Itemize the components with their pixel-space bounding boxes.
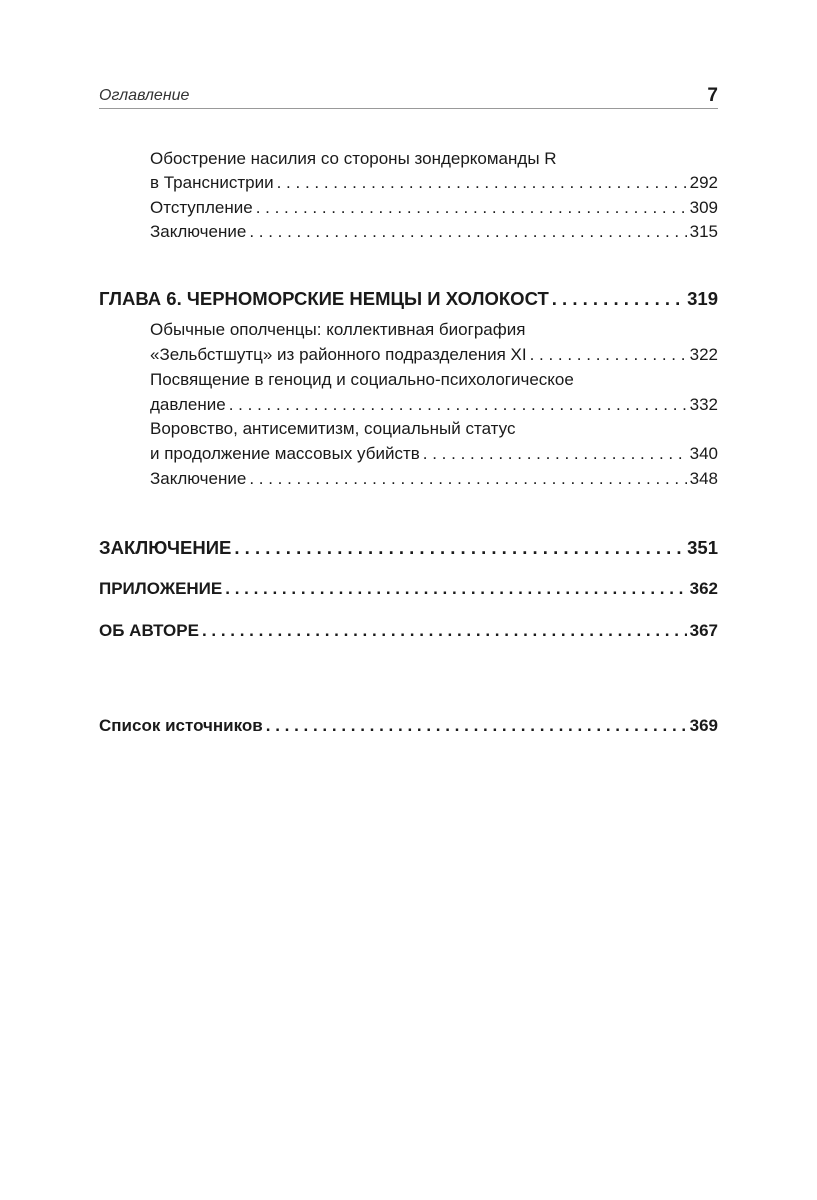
dot-leader xyxy=(202,618,687,644)
toc-entry-title-line: Посвящение в геноцид и социально-психологическое xyxy=(150,370,574,389)
toc-chapter[interactable] xyxy=(99,618,718,644)
toc-entry-page: 348 xyxy=(689,469,718,488)
toc-sources[interactable] xyxy=(99,714,718,738)
dot-leader xyxy=(266,714,687,738)
toc-chapter[interactable] xyxy=(99,286,718,312)
toc-chapter-page: 319 xyxy=(687,288,718,309)
toc-entry-title: Отступление xyxy=(150,198,253,217)
toc-entry-title-line: Обострение насилия со стороны зондеркоманды R xyxy=(150,149,557,168)
toc-chapter-title: ПРИЛОЖЕНИЕ xyxy=(99,579,223,598)
dot-leader xyxy=(277,171,687,195)
toc-entry-title-line: Воровство, антисемитизм, социальный статус xyxy=(150,419,516,438)
toc-chapter[interactable] xyxy=(99,535,718,561)
toc-chapter-title: ОБ АВТОРЕ xyxy=(99,621,199,640)
toc-entry[interactable] xyxy=(150,343,718,367)
toc-sources-title: Список источников xyxy=(99,716,263,735)
toc-chapter-page: 367 xyxy=(689,621,718,640)
toc-entry[interactable] xyxy=(150,196,718,220)
running-header-title: Оглавление xyxy=(99,87,190,104)
toc-entry-title: Заключение xyxy=(150,469,247,488)
toc-entry-page: 332 xyxy=(689,395,718,414)
toc-entry[interactable] xyxy=(150,442,718,466)
toc-entry-title: давление xyxy=(150,395,226,414)
toc-chapter-title: ЗАКЛЮЧЕНИЕ xyxy=(99,537,232,558)
dot-leader xyxy=(530,343,687,367)
toc-chapter[interactable] xyxy=(99,576,718,602)
dot-leader xyxy=(423,442,687,466)
toc-entry-page: 309 xyxy=(689,198,718,217)
toc-entry-page: 340 xyxy=(689,444,718,463)
toc-entry[interactable] xyxy=(150,393,718,417)
toc-entry[interactable] xyxy=(150,171,718,195)
dot-leader xyxy=(249,467,686,491)
toc-entry-title: и продолжение массовых убийств xyxy=(150,444,420,463)
dot-leader xyxy=(249,220,686,244)
toc-entry-title: «Зельбстшутц» из районного подразделения XI xyxy=(150,345,527,364)
toc-entry[interactable] xyxy=(150,467,718,491)
toc-entry-title: в Транснистрии xyxy=(150,173,274,192)
toc-chapter-title: ГЛАВА 6. ЧЕРНОМОРСКИЕ НЕМЦЫ И ХОЛОКОСТ xyxy=(99,288,549,309)
dot-leader xyxy=(225,576,686,602)
dot-leader xyxy=(552,286,684,312)
toc-chapter-page: 351 xyxy=(687,537,718,558)
toc-entry-page: 315 xyxy=(689,222,718,241)
dot-leader xyxy=(234,535,684,561)
toc-entry-title-line: Обычные ополченцы: коллективная биография xyxy=(150,320,526,339)
toc-sources-page: 369 xyxy=(689,716,718,735)
toc-entry[interactable] xyxy=(150,220,718,244)
page-number: 7 xyxy=(707,85,718,106)
running-header xyxy=(99,86,718,109)
dot-leader xyxy=(256,196,687,220)
toc-entry-title: Заключение xyxy=(150,222,247,241)
toc-entry-page: 292 xyxy=(689,173,718,192)
toc-chapter-page: 362 xyxy=(689,579,718,598)
toc-entry-page: 322 xyxy=(689,345,718,364)
dot-leader xyxy=(229,393,687,417)
